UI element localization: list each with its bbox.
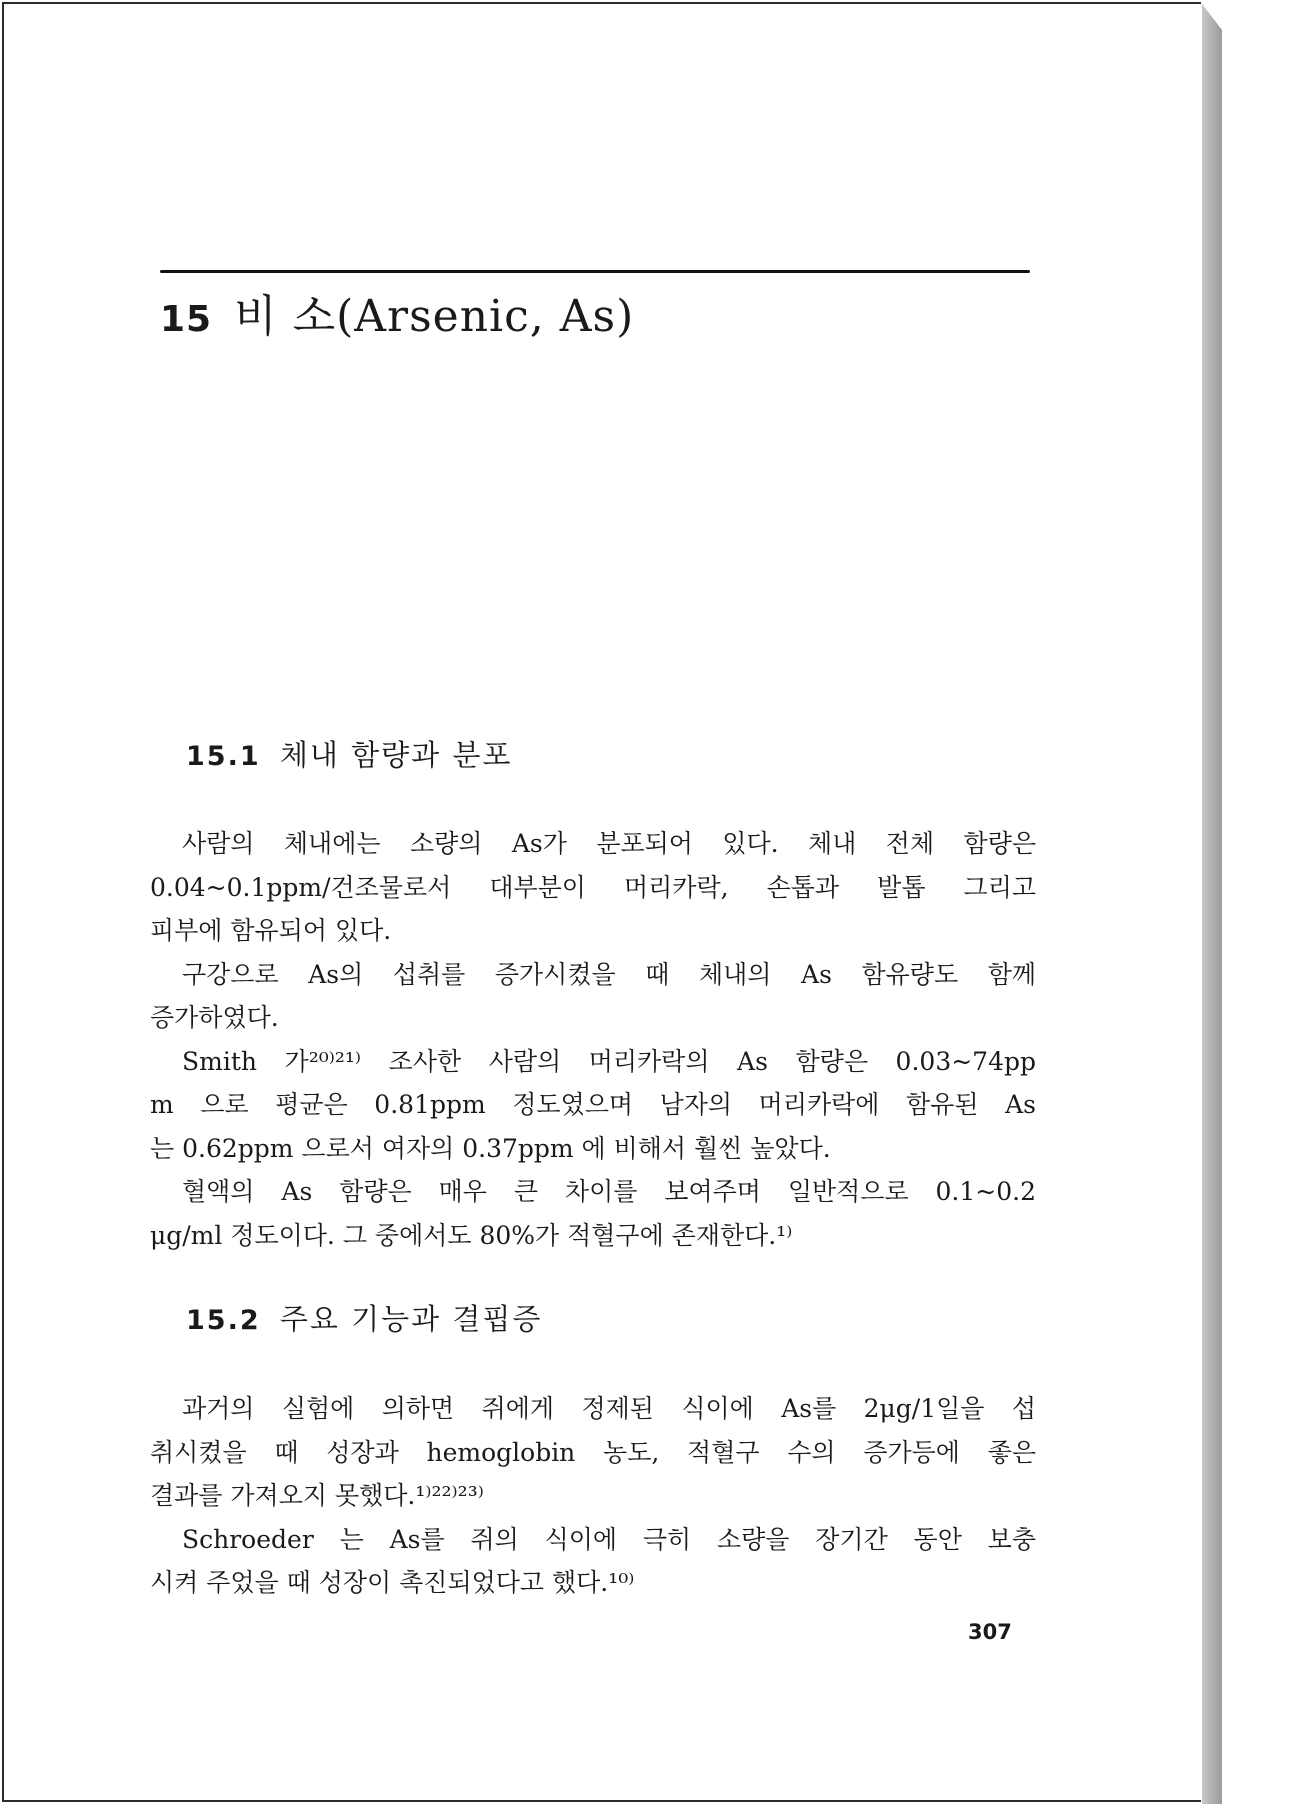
text-line: 과거의 실험에 의하면 쥐에게 정제된 식이에 As를 2μg/1일을 섭: [182, 1394, 1036, 1423]
text-line: μg/ml 정도이다. 그 중에서도 80%가 적혈구에 존재한다.¹⁾: [150, 1220, 793, 1250]
section-heading-15-2: [186, 1297, 542, 1338]
section-body-15-1: [150, 822, 1036, 1257]
section-title: 체내 함량과 분포: [279, 738, 513, 772]
text-line: 는 0.62ppm 으로서 여자의 0.37ppm 에 비해서 훨씬 높았다.: [150, 1133, 831, 1163]
section-title: 주요 기능과 결핍증: [279, 1302, 543, 1336]
section-heading-15-1: [186, 733, 512, 774]
section-number: 15.1: [186, 741, 261, 772]
section-body-15-2: [150, 1387, 1036, 1605]
text-line: 피부에 함유되어 있다.: [150, 916, 392, 945]
text-line: Smith 가²⁰⁾²¹⁾ 조사한 사람의 머리카락의 As 함량은 0.03~74pp: [182, 1046, 1036, 1076]
text-line: 혈액의 As 함량은 매우 큰 차이를 보여주며 일반적으로 0.1~0.2: [182, 1177, 1036, 1206]
chapter-number: 15: [160, 299, 213, 340]
text-line: 결과를 가져오지 못했다.¹⁾²²⁾²³⁾: [150, 1481, 484, 1510]
text-line: 증가하였다.: [150, 1003, 279, 1032]
text-line: 구강으로 As의 섭취를 증가시켰을 때 체내의 As 함유량도 함께: [182, 959, 1036, 989]
text-line: m 으로 평균은 0.81ppm 정도였으며 남자의 머리카락에 함유된 As: [150, 1090, 1036, 1119]
text-line: 사람의 체내에는 소량의 As가 분포되어 있다. 체내 전체 함량은: [182, 829, 1036, 858]
text-line: 취시켰을 때 성장과 hemoglobin 농도, 적혈구 수의 증가등에 좋은: [150, 1437, 1036, 1467]
chapter-title-text: 비 소(Arsenic, As): [234, 291, 635, 342]
page-number: 307: [968, 1620, 1012, 1644]
chapter-rule: [160, 270, 1030, 273]
chapter-title: [160, 280, 634, 344]
text-line: 시켜 주었을 때 성장이 촉진되었다고 했다.¹⁰⁾: [150, 1568, 635, 1597]
text-line: Schroeder 는 As를 쥐의 식이에 극히 소량을 장기간 동안 보충: [182, 1524, 1036, 1554]
page-edge-shadow: [1202, 4, 1222, 1804]
section-number: 15.2: [186, 1305, 261, 1336]
text-line: 0.04~0.1ppm/건조물로서 대부분이 머리카락, 손톱과 발톱 그리고: [150, 872, 1036, 902]
